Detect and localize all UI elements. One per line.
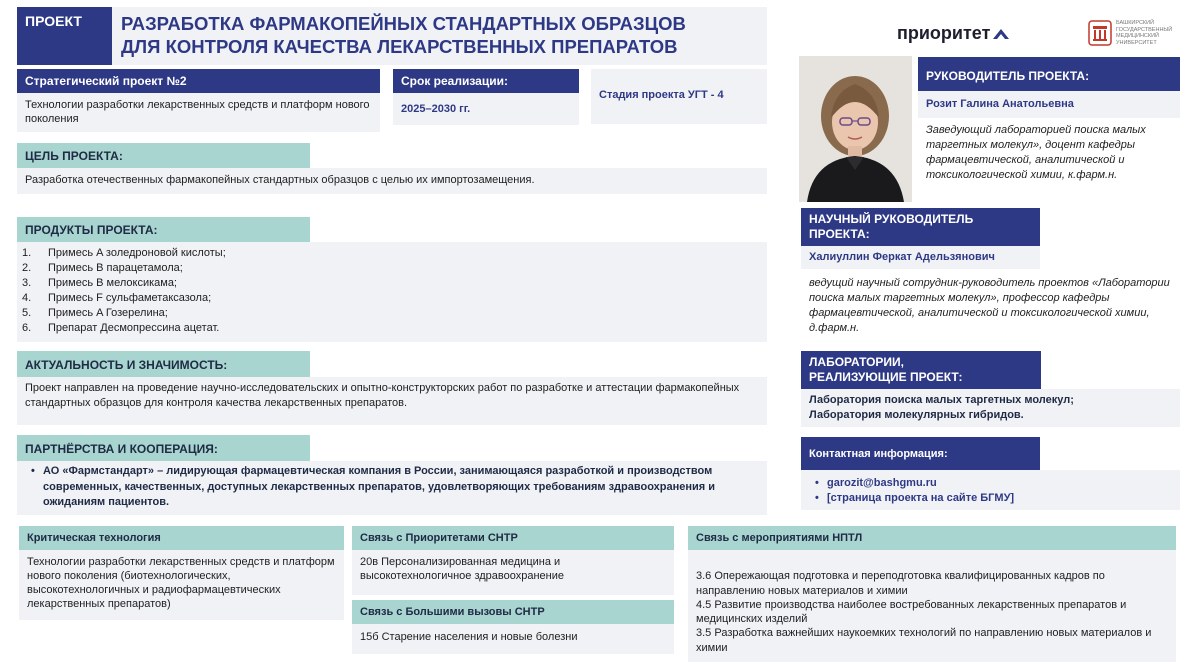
project-head-label: РУКОВОДИТЕЛЬ ПРОЕКТА:: [918, 57, 1180, 91]
project-head-photo-frame: [799, 56, 912, 202]
priorities-label: Связь с Приоритетами СНТР: [352, 526, 674, 550]
chevron-up-icon: [993, 27, 1009, 39]
products-label: ПРОДУКТЫ ПРОЕКТА:: [17, 217, 310, 242]
list-item: 2. Примесь B парацетамола;: [22, 262, 183, 274]
list-item: 6. Препарат Десмопрессина ацетат.: [22, 322, 220, 334]
scientific-head-name: Халиуллин Феркат Адельзянович: [801, 246, 1040, 269]
page-title: [112, 7, 767, 65]
events-label: Связь с мероприятиями НПТЛ: [688, 526, 1176, 550]
page-title-line1: РАЗРАБОТКА ФАРМАКОПЕЙНЫХ СТАНДАРТНЫХ ОБРАЗЦОВ: [121, 13, 686, 34]
scientific-head-label: НАУЧНЫЙ РУКОВОДИТЕЛЬ ПРОЕКТА:: [801, 208, 1040, 246]
contact-email-link[interactable]: • garozit@bashgmu.ru: [811, 476, 1170, 491]
critical-tech-label: Критическая технология: [19, 526, 344, 550]
scientific-head-desc: ведущий научный сотрудник-руководитель проектов «Лаборатории поиска малых таргетных молекул», профессор кафедры фармацевтической, аналитической и токсикологической химии, д.фарм.н.: [809, 277, 1170, 334]
strategic-project-label: Стратегический проект №2: [17, 69, 380, 93]
relevance-text: Проект направлен на проведение научно-исследовательских и опытно-конструкторских работ по разработке и аттестации фармакопейных стандартных образцов для контроля качества лекарственных препаратов.: [17, 377, 767, 425]
priorities-text: 20в Персонализированная медицина и высокотехнологичное здравоохранение: [352, 550, 674, 595]
challenges-label: Связь с Большими вызовы СНТР: [352, 600, 674, 624]
challenges-text: 15б Старение населения и новые болезни: [352, 624, 674, 654]
partnership-label: ПАРТНЁРСТВА И КООПЕРАЦИЯ:: [17, 435, 310, 461]
contacts-list: [801, 470, 1180, 510]
strategic-project-text: Технологии разработки лекарственных средств и платформ нового поколения: [17, 93, 380, 132]
priority-logo: [897, 20, 1009, 46]
page-title-line2: ДЛЯ КОНТРОЛЯ КАЧЕСТВА ЛЕКАРСТВЕННЫХ ПРЕПАРАТОВ: [121, 36, 678, 57]
labs-text: [801, 389, 1180, 427]
labs-label: ЛАБОРАТОРИИ, РЕАЛИЗУЮЩИЕ ПРОЕКТ:: [801, 351, 1041, 389]
partner-item: • АО «Фармстандарт» – лидирующая фармацевтическая компания в России, занимающаяся разработкой и производством современных, качественных, доступных лекарственных препаратов, удовлетворяющих требованиям здравоохранения и ожиданиям пациентов.: [27, 464, 737, 511]
products-list: [17, 242, 767, 342]
university-logo: БАШКИРСКИЙ ГОСУДАРСТВЕННЫЙ МЕДИЦИНСКИЙ УНИВЕРСИТЕТ: [1088, 18, 1188, 48]
partnership-text: [17, 461, 767, 515]
project-page-link[interactable]: • [страница проекта на сайте БГМУ]: [811, 491, 1170, 506]
list-item: 5. Примесь A Гозерелина;: [22, 307, 168, 319]
list-item: 3. Примесь B мелоксикама;: [22, 277, 177, 289]
priority-logo-text: приоритет: [897, 22, 991, 43]
university-emblem-icon: [1088, 20, 1112, 46]
lab-item: Лаборатория молекулярных гибридов.: [809, 409, 1024, 421]
relevance-label: АКТУАЛЬНОСТЬ И ЗНАЧИМОСТЬ:: [17, 351, 310, 377]
project-badge-label: ПРОЕКТ: [25, 13, 82, 29]
events-text: 3.6 Опережающая подготовка и переподготовка квалифицированных кадров по направлению новых материалов и химии 4.5 Развитие производства наиболее востребованных лекарственных препаратов и медицинских изделий 3.5 Разработка важнейших наукоемких технологий по направлению новых материалов и химии: [688, 550, 1176, 662]
project-badge: [17, 7, 112, 65]
project-head-desc: Заведующий лабораторией поиска малых таргетных молекул», доцент кафедры фармацевтической, аналитической и токсикологической химии, к.фарм.н.: [926, 124, 1146, 181]
project-head-name: Розит Галина Анатольевна: [918, 91, 1180, 118]
lab-item: Лаборатория поиска малых таргетных молекул;: [809, 394, 1074, 406]
project-stage: Стадия проекта УГТ - 4: [591, 69, 767, 124]
term-value: 2025–2030 гг.: [393, 93, 579, 125]
list-item: 1. Примесь A золедроновой кислоты;: [22, 247, 226, 259]
contacts-label: Контактная информация:: [801, 437, 1040, 470]
goal-text: Разработка отечественных фармакопейных стандартных образцов с целью их импортозамещения.: [17, 168, 767, 194]
list-item: 4. Примесь F сульфаметаксазола;: [22, 292, 212, 304]
critical-tech-text: Технологии разработки лекарственных средств и платформ нового поколения (биотехнологических, высокотехнологичных и радиофармацевтических лекарственных препаратов): [19, 550, 344, 620]
term-label: Срок реализации:: [393, 69, 579, 93]
project-head-photo: [799, 56, 912, 202]
goal-label: ЦЕЛЬ ПРОЕКТА:: [17, 143, 310, 168]
